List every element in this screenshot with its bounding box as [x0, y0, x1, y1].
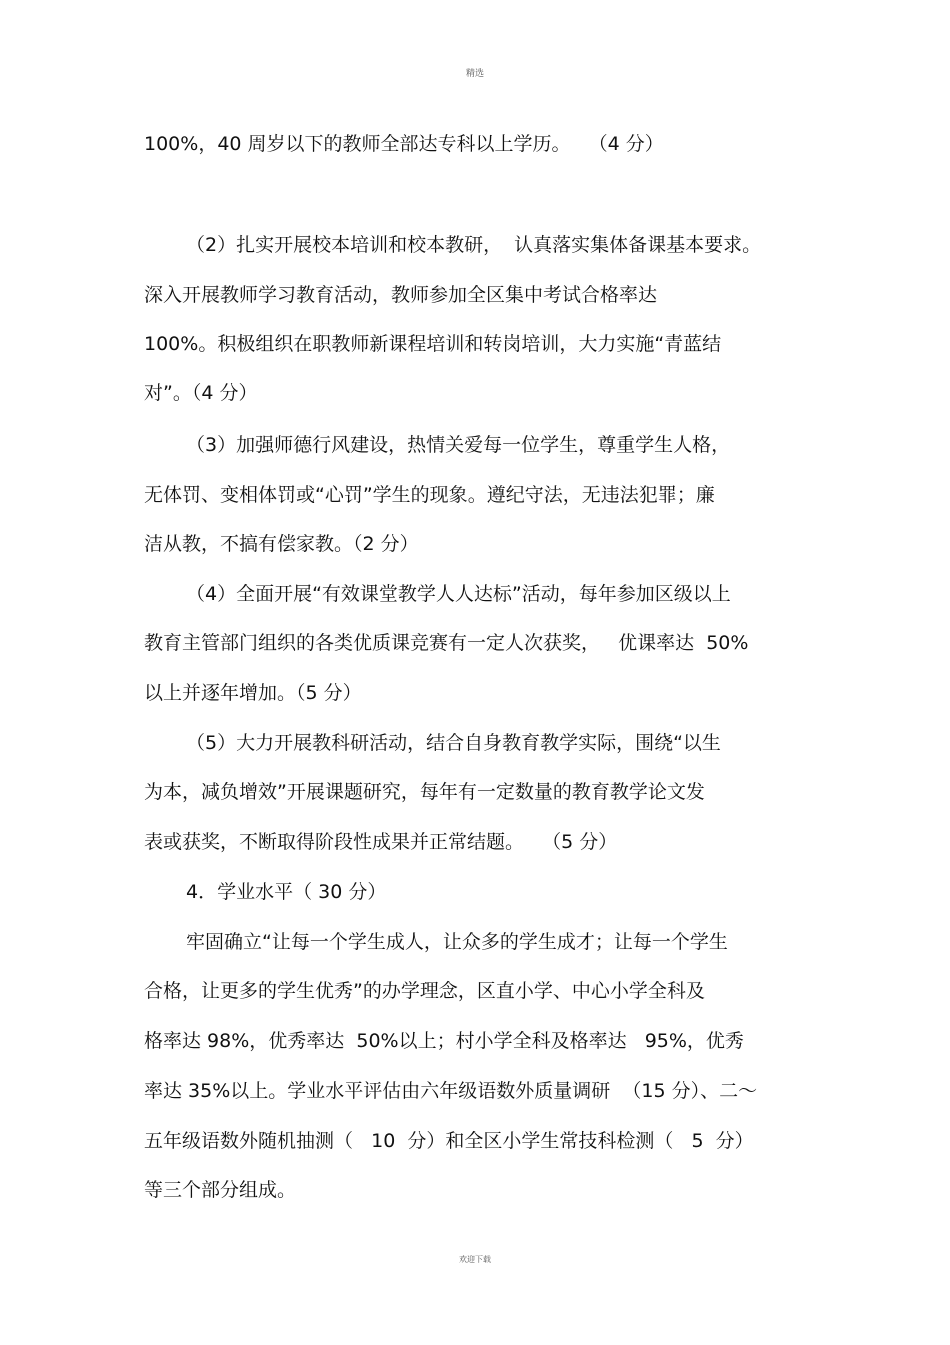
paragraph-line: 洁从教，不搞有偿家教。（2 分）	[144, 533, 419, 555]
paragraph-line: （4）全面开展“有效课堂教学人人达标”活动，每年参加区级以上	[186, 583, 731, 605]
paragraph-line: 以上并逐年增加。（5 分）	[144, 682, 362, 704]
paragraph-line: （2）扎实开展校本培训和校本教研， 认真落实集体备课基本要求。	[186, 234, 762, 256]
paragraph-line: 牢固确立“让每一个学生成人，让众多的学生成才；让每一个学生	[186, 931, 728, 953]
paragraph-line: 表或获奖，不断取得阶段性成果并正常结题。 （5 分）	[144, 831, 618, 853]
paragraph-line: 教育主管部门组织的各类优质课竞赛有一定人次获奖， 优课率达 50%	[144, 632, 749, 654]
paragraph-line: 100%，40 周岁以下的教师全部达专科以上学历。 （4 分）	[144, 133, 664, 155]
paragraph-line: 五年级语数外随机抽测（ 10 分）和全区小学生常技科检测（ 5 分）	[144, 1130, 754, 1152]
paragraph-line: 对”。（4 分）	[144, 382, 258, 404]
paragraph-line: 无体罚、变相体罚或“心罚”学生的现象。遵纪守法，无违法犯罪；廉	[144, 484, 715, 506]
paragraph-line: 率达 35%以上。学业水平评估由六年级语数外质量调研 （15 分）、二～	[144, 1080, 758, 1102]
paragraph-line: 合格，让更多的学生优秀”的办学理念，区直小学、中心小学全科及	[144, 980, 705, 1002]
paragraph-line: （3）加强师德行风建设，热情关爱每一位学生，尊重学生人格，	[186, 434, 731, 456]
paragraph-line: 100%。积极组织在职教师新课程培训和转岗培训，大力实施“青蓝结	[144, 333, 722, 355]
paragraph-line: 深入开展教师学习教育活动，教师参加全区集中考试合格率达	[144, 284, 658, 306]
page-header-mark: 精选	[465, 69, 484, 79]
paragraph-line: 为本，减负增效”开展课题研究，每年有一定数量的教育教学论文发	[144, 781, 705, 803]
section-heading: 4．学业水平（ 30 分）	[186, 881, 387, 903]
paragraph-line: （5）大力开展教科研活动，结合自身教育教学实际，围绕“以生	[186, 732, 721, 754]
paragraph-line: 格率达 98%，优秀率达 50%以上；村小学全科及格率达 95%，优秀	[144, 1030, 744, 1052]
page-footer-mark: 欢迎下载	[459, 1255, 491, 1264]
paragraph-line: 等三个部分组成。	[144, 1179, 297, 1201]
